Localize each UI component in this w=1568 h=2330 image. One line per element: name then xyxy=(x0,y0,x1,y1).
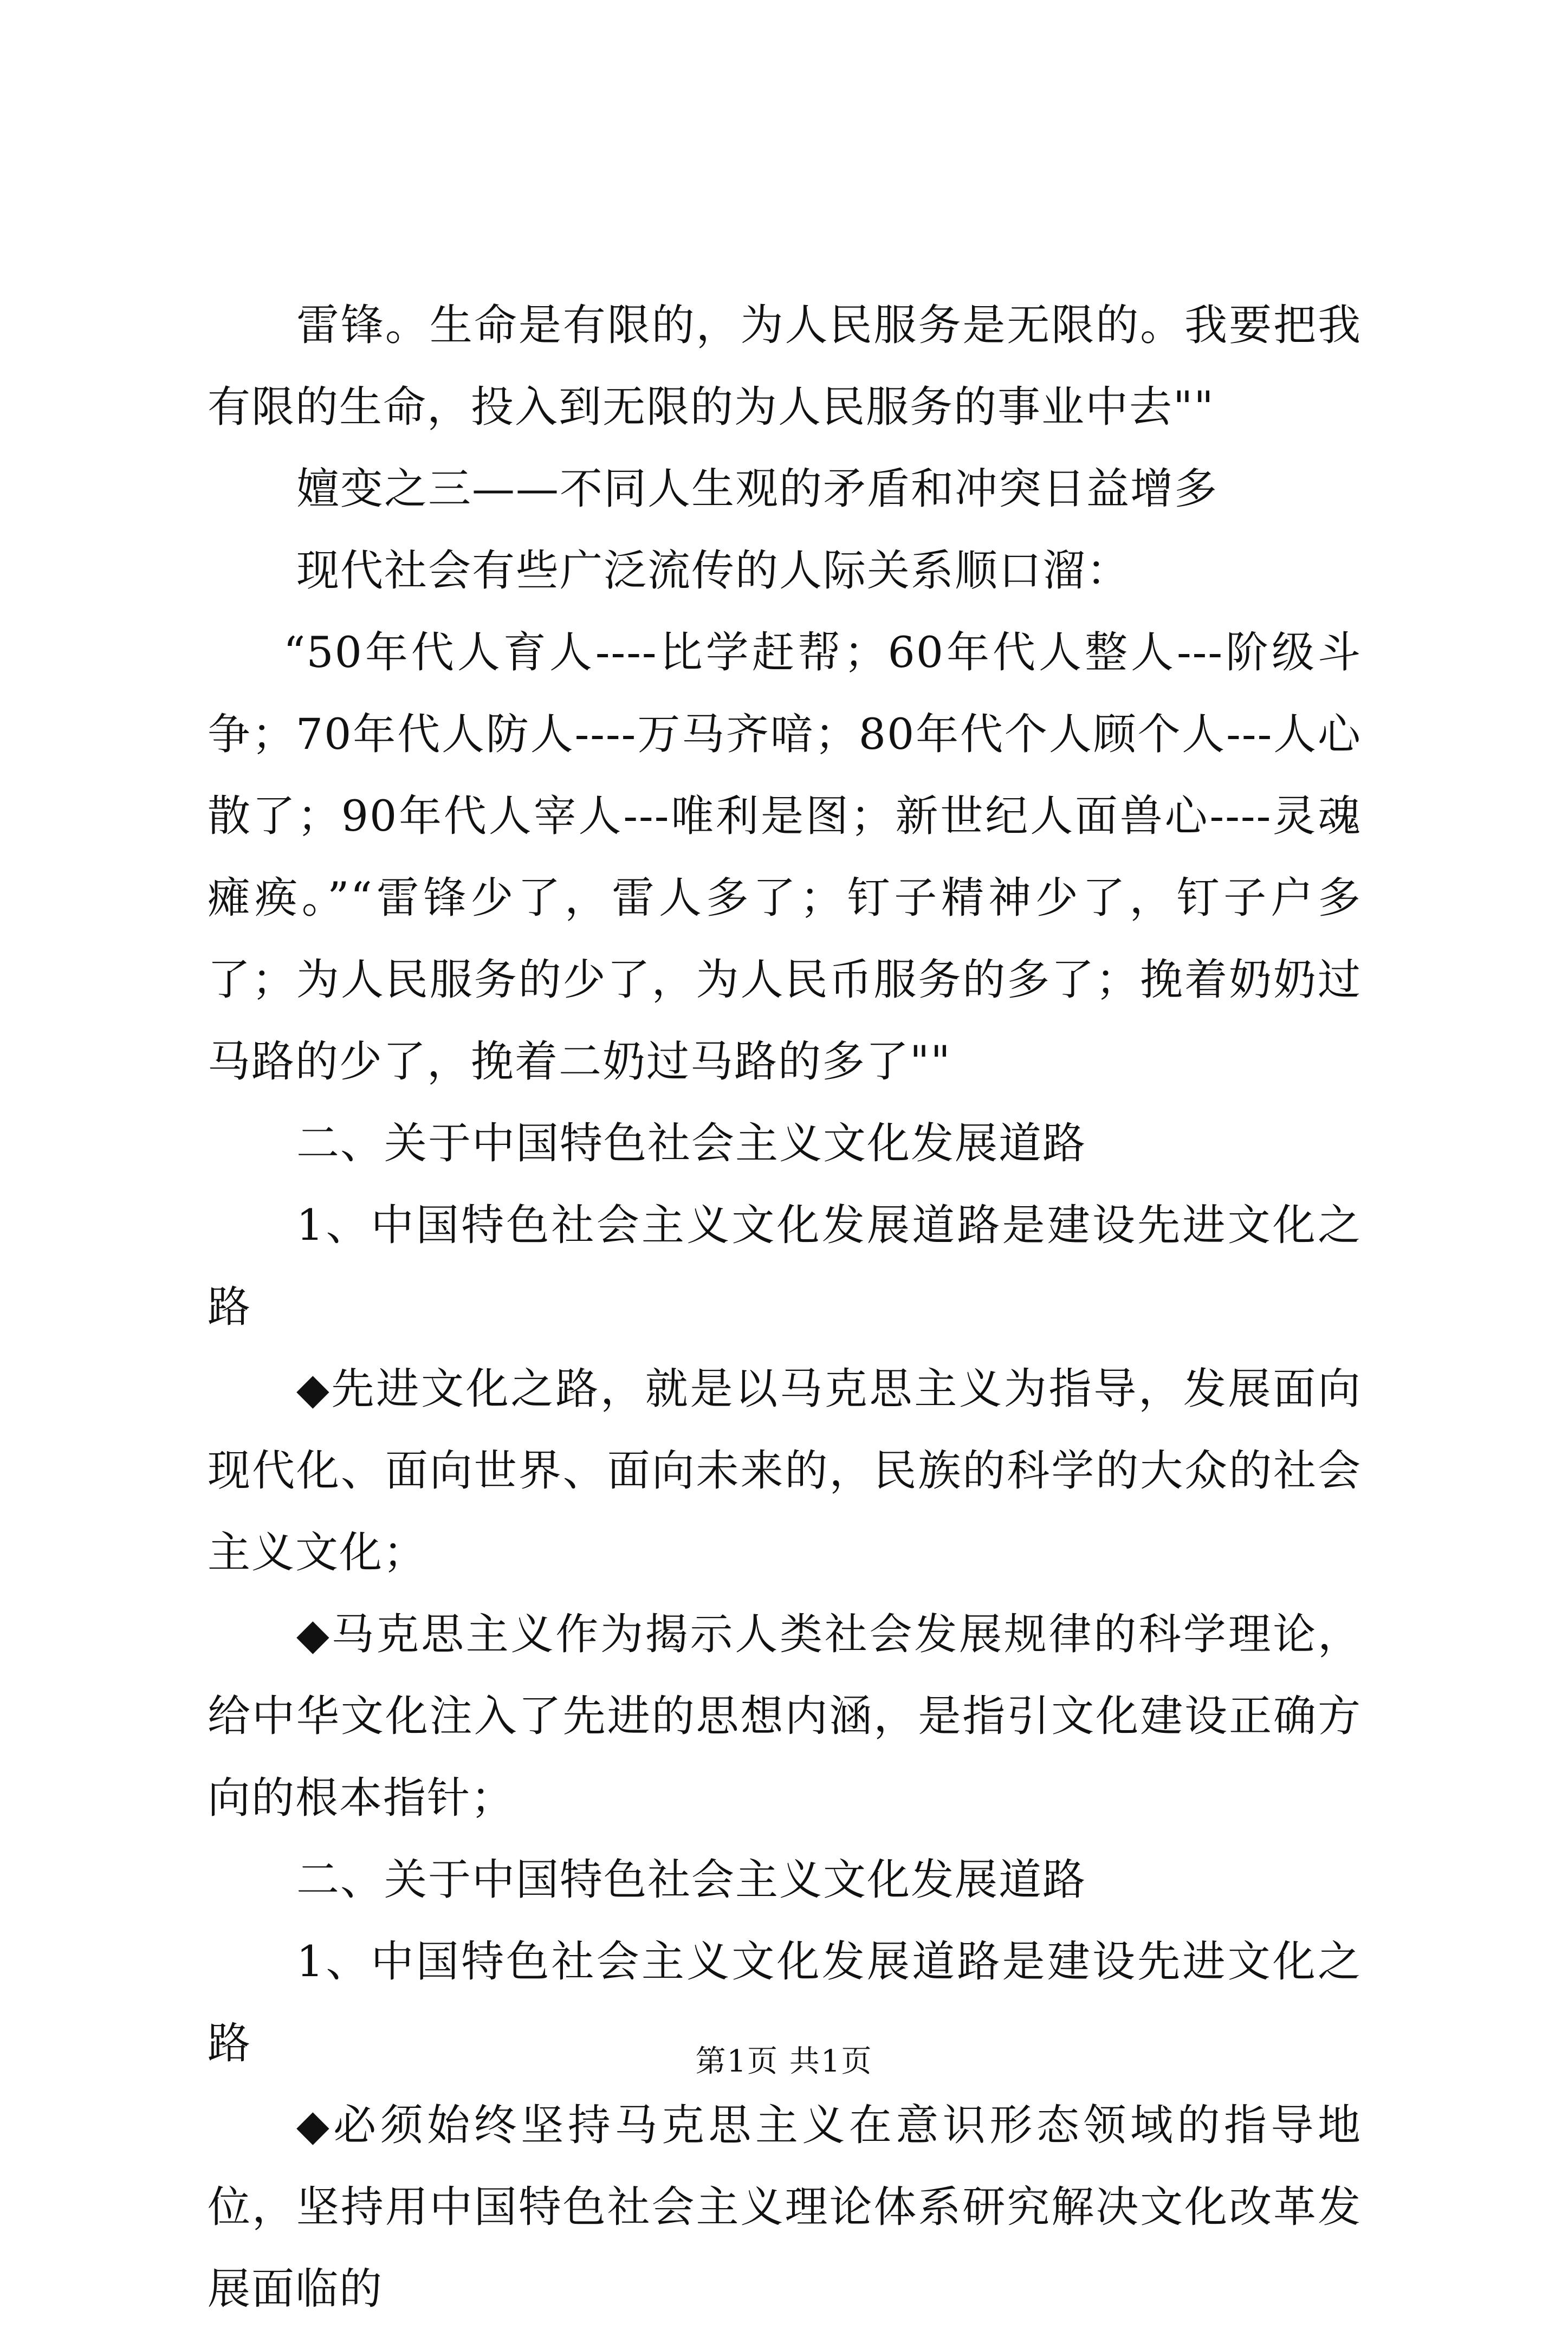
bullet-paragraph: ◆马克思主义作为揭示人类社会发展规律的科学理论，给中华文化注入了先进的思想内涵，是指引文化建设正确方向的根本指针； xyxy=(208,1609,1362,1823)
bullet-paragraph: ◆必须始终坚持马克思主义在意识形态领域的指导地位，坚持用中国特色社会主义理论体系研究解决文化改革发展面临的 xyxy=(208,2100,1362,2314)
paragraph-lei-feng-quote: 雷锋。生命是有限的，为人民服务是无限的。我要把我有限的生命，投入到无限的为人民服务的事业中去"" xyxy=(208,300,1362,432)
section-heading: 二、关于中国特色社会主义文化发展道路 xyxy=(296,1118,1086,1168)
bullet-paragraph: ◆先进文化之路，就是以马克思主义为指导，发展面向现代化、面向世界、面向未来的，民族的科学的大众的社会主义文化； xyxy=(208,1364,1362,1577)
section-heading: 二、关于中国特色社会主义文化发展道路 xyxy=(296,1855,1086,1905)
paragraph-evolution-three: 嬗变之三——不同人生观的矛盾和冲突日益增多 xyxy=(296,464,1218,514)
paragraph-jingles: “50年代人育人----比学赶帮；60年代人整人---阶级斗争；70年代人防人----万马齐喑；80年代个人顾个人---人心散了；90年代人宰人---唯利是图；新世纪人面兽心----灵魂瘫痪。”“雷锋少了，雷人多了；钉子精神少了，钉子户多了；为人民服务的少了，为人民币服务的多了；挽着奶奶过马路的少了，挽着二奶过马路的多了"" xyxy=(208,627,1362,1086)
paragraph-jingles-intro: 现代社会有些广泛流传的人际关系顺口溜： xyxy=(296,546,1130,596)
subsection-heading: 1、中国特色社会主义文化发展道路是建设先进文化之路 xyxy=(208,1937,1362,2068)
page-footer: 第1页 共1页 xyxy=(695,2044,873,2079)
subsection-heading: 1、中国特色社会主义文化发展道路是建设先进文化之路 xyxy=(208,1200,1362,1332)
document-body xyxy=(208,284,1362,2330)
